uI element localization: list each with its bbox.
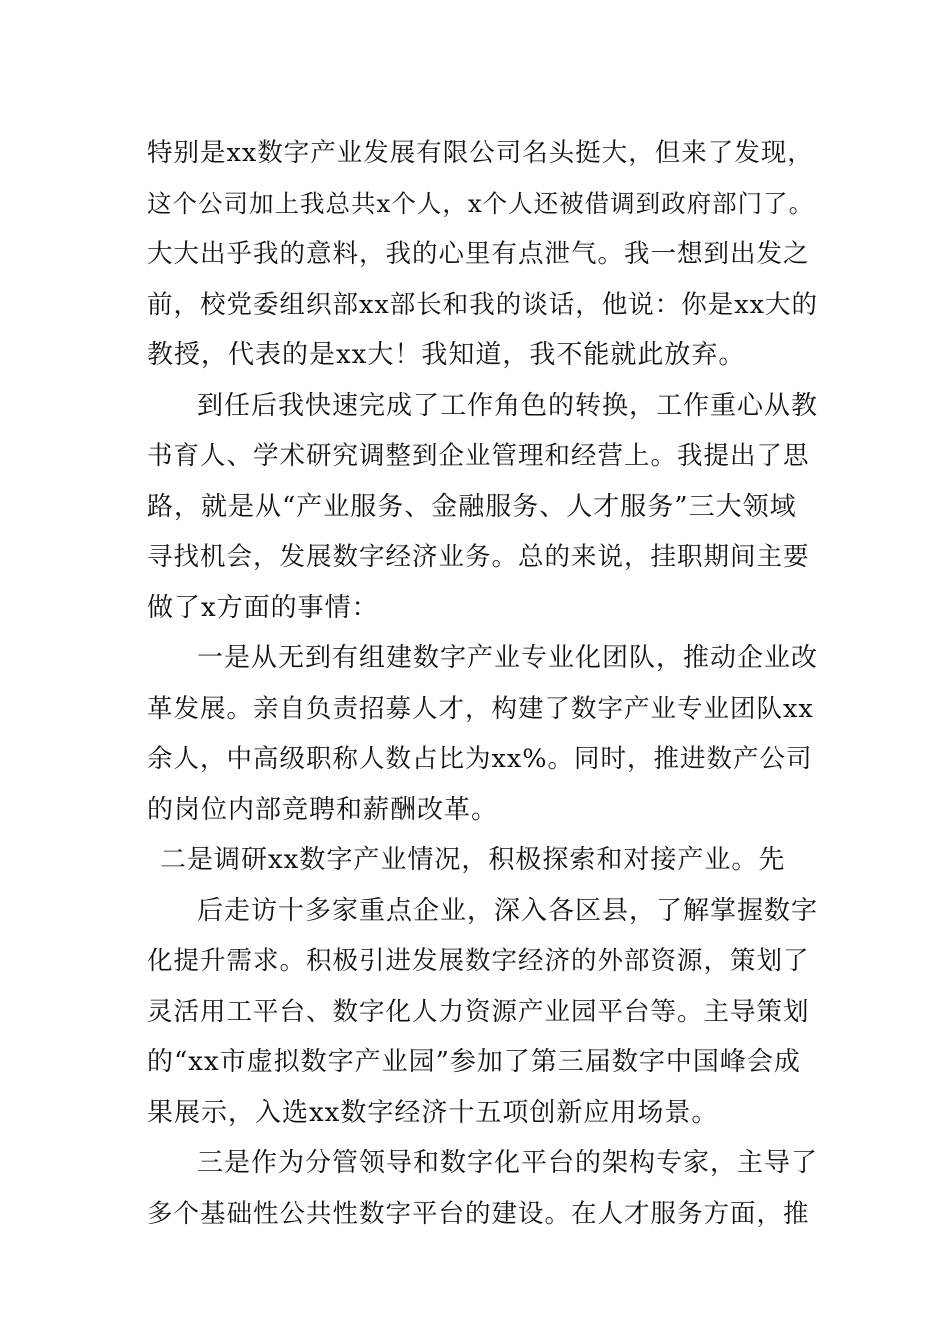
text-line: 二是调研xx数字产业情况，积极探索和对接产业。先 xyxy=(160,845,786,875)
text-line: 一是从无到有组建数字产业专业化团队，推动企业改 xyxy=(197,643,819,673)
text-line: 前，校党委组织部xx部长和我的谈话，他说：你是xx大的 xyxy=(147,290,819,320)
text-line: 革发展。亲自负责招募人才，构建了数字产业专业团队xx xyxy=(147,694,814,724)
text-line: 三是作为分管领导和数字化平台的架构专家，主导了 xyxy=(197,1148,819,1178)
text-line: 到任后我快速完成了工作角色的转换，工作重心从教 xyxy=(197,391,819,421)
text-line: 后走访十多家重点企业，深入各区县，了解掌握数字 xyxy=(197,896,819,926)
text-line: 的“xx市虚拟数字产业园”参加了第三届数字中国峰会成 xyxy=(147,1047,801,1077)
text-line: 灵活用工平台、数字化人力资源产业园平台等。主导策划 xyxy=(147,997,810,1027)
text-line: 余人，中高级职称人数占比为xx%。同时，推进数产公司 xyxy=(147,744,813,774)
text-line: 教授，代表的是xx大！我知道，我不能就此放弃。 xyxy=(147,340,746,370)
text-line: 的岗位内部竞聘和薪酬改革。 xyxy=(147,795,499,825)
text-line: 特别是xx数字产业发展有限公司名头挺大，但来了发现， xyxy=(147,138,814,168)
text-line: 大大出乎我的意料，我的心里有点泄气。我一想到出发之 xyxy=(147,239,810,269)
text-line: 做了x方面的事情： xyxy=(147,593,379,623)
text-line: 果展示，入选xx数字经济十五项创新应用场景。 xyxy=(147,1098,719,1128)
text-line: 多个基础性公共性数字平台的建设。在人才服务方面，推 xyxy=(147,1199,810,1229)
text-line: 这个公司加上我总共x个人，x个人还被借调到政府部门了。 xyxy=(147,189,815,218)
text-line: 化提升需求。积极引进发展数字经济的外部资源，策划了 xyxy=(147,946,810,976)
text-line: 书育人、学术研究调整到企业管理和经营上。我提出了思 xyxy=(147,441,810,471)
text-line: 路，就是从“产业服务、金融服务、人才服务”三大领域 xyxy=(147,492,797,522)
text-line: 寻找机会，发展数字经济业务。总的来说，挂职期间主要 xyxy=(147,542,810,572)
